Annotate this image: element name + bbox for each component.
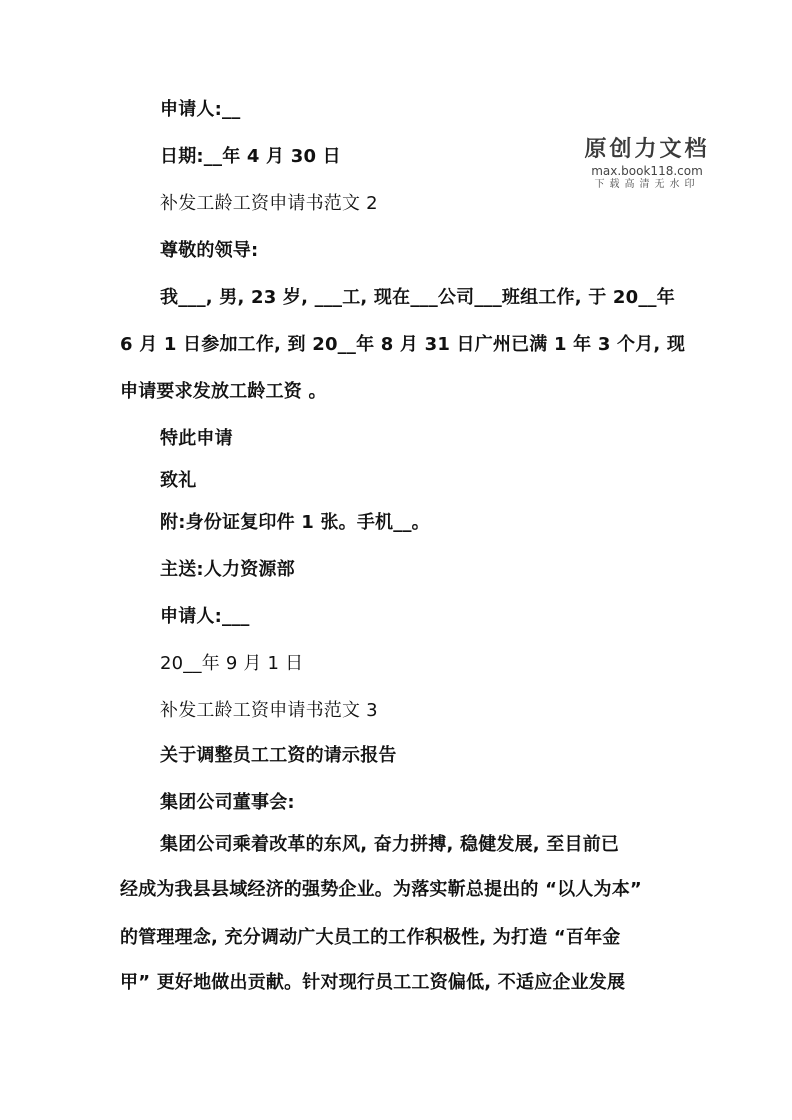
watermark-url: max.book118.com xyxy=(591,164,703,178)
body-line: 的管理理念, 充分调动广大员工的工作积极性, 为打造 “百年金 xyxy=(120,927,621,948)
section-title-3: 补发工龄工资申请书范文 3 xyxy=(160,700,378,721)
body-line: 6 月 1 日参加工作, 到 20__年 8 月 31 日广州已满 1 年 3 个月, 现 xyxy=(120,334,686,355)
closing-line: 特此申请 xyxy=(160,428,233,449)
watermark-title: 原创力文档 xyxy=(584,137,710,162)
addressee: 集团公司董事会: xyxy=(160,792,295,813)
applicant-line: 申请人:___ xyxy=(160,606,250,627)
date-line: 日期:__年 4 月 30 日 xyxy=(160,146,341,167)
applicant-line: 申请人:__ xyxy=(160,99,241,120)
body-line: 申请要求发放工龄工资 。 xyxy=(120,381,327,402)
date-line: 20__年 9 月 1 日 xyxy=(160,653,304,674)
watermark xyxy=(582,136,712,192)
body-line: 经成为我县县域经济的强势企业。为落实靳总提出的 “以人为本” xyxy=(120,879,642,900)
report-title: 关于调整员工工资的请示报告 xyxy=(160,745,397,766)
body-line: 集团公司乘着改革的东风, 奋力拼搏, 稳健发展, 至目前已 xyxy=(160,834,620,855)
body-line: 我___, 男, 23 岁, ___工, 现在___公司___班组工作, 于 20__年 xyxy=(160,287,675,308)
salutation: 尊敬的领导: xyxy=(160,240,259,261)
body-line: 甲” 更好地做出贡献。针对现行员工工资偏低, 不适应企业发展 xyxy=(120,972,626,993)
watermark-subtitle: 下载高清无水印 xyxy=(594,179,700,190)
regards-line: 致礼 xyxy=(160,470,197,491)
recipient-line: 主送:人力资源部 xyxy=(160,559,295,580)
section-title-2: 补发工龄工资申请书范文 2 xyxy=(160,193,378,214)
attachment-line: 附:身份证复印件 1 张。手机__。 xyxy=(160,512,430,533)
